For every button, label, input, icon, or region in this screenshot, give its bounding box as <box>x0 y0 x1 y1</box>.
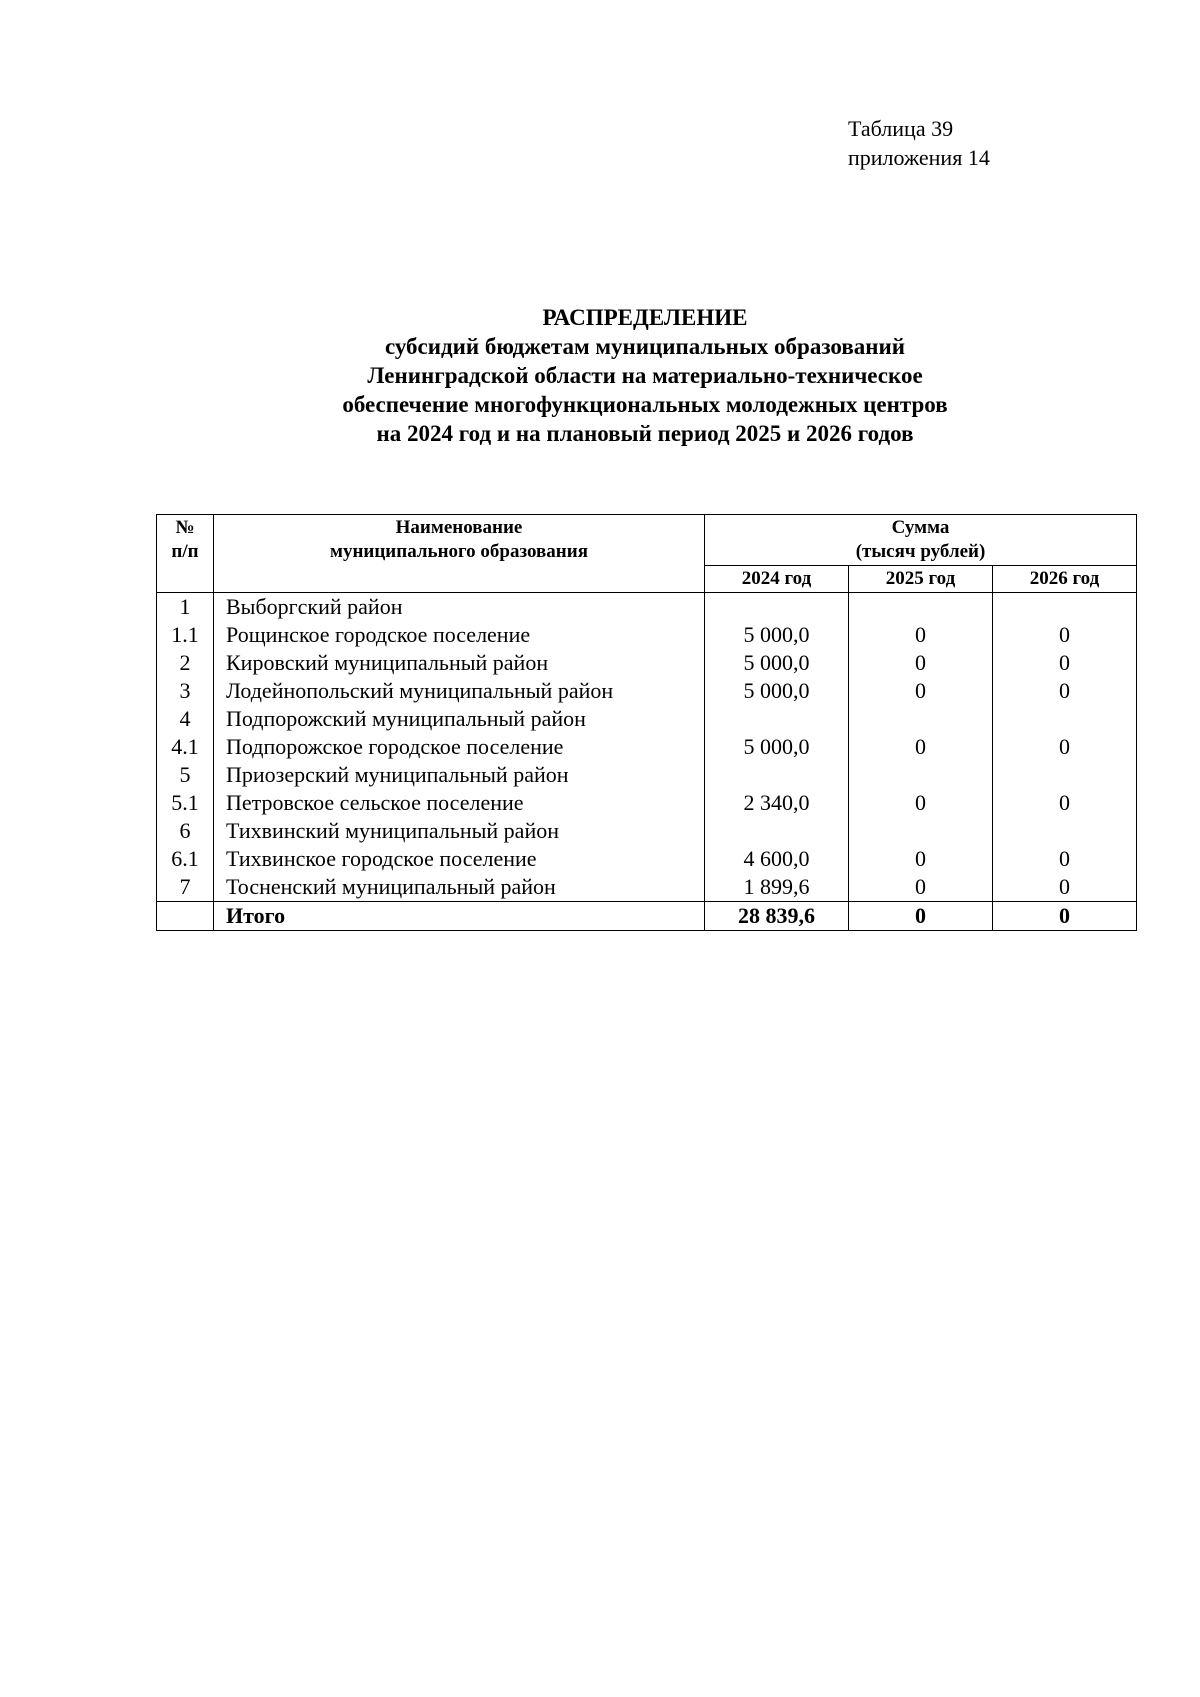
municipality-name: Тосненский муниципальный район <box>214 873 705 902</box>
municipality-name: Рощинское городское поселение <box>214 621 705 649</box>
table-row <box>157 817 1137 845</box>
municipality-name: Кировский муниципальный район <box>214 649 705 677</box>
amount-2024: 2 340,0 <box>705 789 849 817</box>
amount-2024 <box>705 761 849 789</box>
table-number: Таблица 39 <box>848 116 954 141</box>
amount-2025: 0 <box>849 873 993 902</box>
amount-2025: 0 <box>849 649 993 677</box>
amount-2024: 5 000,0 <box>705 621 849 649</box>
total-number-cell <box>157 902 214 931</box>
amount-2026: 0 <box>993 873 1137 902</box>
amount-2026: 0 <box>993 789 1137 817</box>
amount-2025 <box>849 817 993 845</box>
row-number: 4 <box>157 705 214 733</box>
amount-2026: 0 <box>993 621 1137 649</box>
name-column-header: Наименование муниципального образования <box>214 515 705 593</box>
amount-2024: 1 899,6 <box>705 873 849 902</box>
table-row <box>157 873 1137 902</box>
table-row <box>157 621 1137 649</box>
sum-column-header: Сумма (тысяч рублей) <box>705 515 1137 566</box>
amount-2025 <box>849 761 993 789</box>
row-number: 1 <box>157 593 214 622</box>
total-2026: 0 <box>993 902 1137 931</box>
row-number: 2 <box>157 649 214 677</box>
number-column-header: № п/п <box>157 515 214 593</box>
municipality-name: Подпорожское городское поселение <box>214 733 705 761</box>
table-row <box>157 761 1137 789</box>
table-row <box>157 705 1137 733</box>
amount-2026: 0 <box>993 845 1137 873</box>
amount-2026: 0 <box>993 733 1137 761</box>
amount-2026 <box>993 761 1137 789</box>
amount-2026: 0 <box>993 677 1137 705</box>
row-number: 4.1 <box>157 733 214 761</box>
row-number: 7 <box>157 873 214 902</box>
title-line: Ленинградской области на материально-техническое <box>367 363 923 388</box>
title-heading: РАСПРЕДЕЛЕНИЕ <box>542 305 748 330</box>
table-row <box>157 593 1137 622</box>
amount-2025: 0 <box>849 789 993 817</box>
amount-2025 <box>849 705 993 733</box>
amount-2025: 0 <box>849 621 993 649</box>
amount-2025: 0 <box>849 845 993 873</box>
total-2024: 28 839,6 <box>705 902 849 931</box>
total-label: Итого <box>214 902 705 931</box>
title-line: обеспечение многофункциональных молодежных центров <box>342 392 948 417</box>
row-number: 5 <box>157 761 214 789</box>
amount-2024: 5 000,0 <box>705 649 849 677</box>
table-row <box>157 649 1137 677</box>
year-2026-header: 2026 год <box>993 566 1137 593</box>
table-body <box>157 593 1137 902</box>
title-line: на 2024 год и на плановый период 2025 и 2026 годов <box>376 421 914 446</box>
table-header-row <box>157 515 1137 566</box>
total-row <box>157 902 1137 931</box>
municipality-name: Лодейнопольский муниципальный район <box>214 677 705 705</box>
year-2024-header: 2024 год <box>705 566 849 593</box>
amount-2025 <box>849 593 993 622</box>
row-number: 6 <box>157 817 214 845</box>
table-row <box>157 733 1137 761</box>
table-row <box>157 677 1137 705</box>
amount-2025: 0 <box>849 677 993 705</box>
amount-2024: 5 000,0 <box>705 677 849 705</box>
municipality-name: Выборгский район <box>214 593 705 622</box>
title-line: субсидий бюджетам муниципальных образований <box>384 334 906 359</box>
amount-2026 <box>993 593 1137 622</box>
row-number: 3 <box>157 677 214 705</box>
appendix-number: приложения 14 <box>848 145 990 170</box>
table-reference <box>848 114 990 172</box>
year-2025-header: 2025 год <box>849 566 993 593</box>
table-row <box>157 845 1137 873</box>
distribution-table <box>156 514 1137 931</box>
document-title <box>150 303 1140 448</box>
amount-2024 <box>705 705 849 733</box>
table-row <box>157 789 1137 817</box>
amount-2026 <box>993 705 1137 733</box>
municipality-name: Подпорожский муниципальный район <box>214 705 705 733</box>
amount-2024 <box>705 593 849 622</box>
row-number: 6.1 <box>157 845 214 873</box>
amount-2024: 5 000,0 <box>705 733 849 761</box>
row-number: 5.1 <box>157 789 214 817</box>
municipality-name: Тихвинское городское поселение <box>214 845 705 873</box>
row-number: 1.1 <box>157 621 214 649</box>
amount-2026 <box>993 817 1137 845</box>
total-2025: 0 <box>849 902 993 931</box>
municipality-name: Петровское сельское поселение <box>214 789 705 817</box>
municipality-name: Тихвинский муниципальный район <box>214 817 705 845</box>
amount-2025: 0 <box>849 733 993 761</box>
amount-2024 <box>705 817 849 845</box>
amount-2026: 0 <box>993 649 1137 677</box>
amount-2024: 4 600,0 <box>705 845 849 873</box>
municipality-name: Приозерский муниципальный район <box>214 761 705 789</box>
